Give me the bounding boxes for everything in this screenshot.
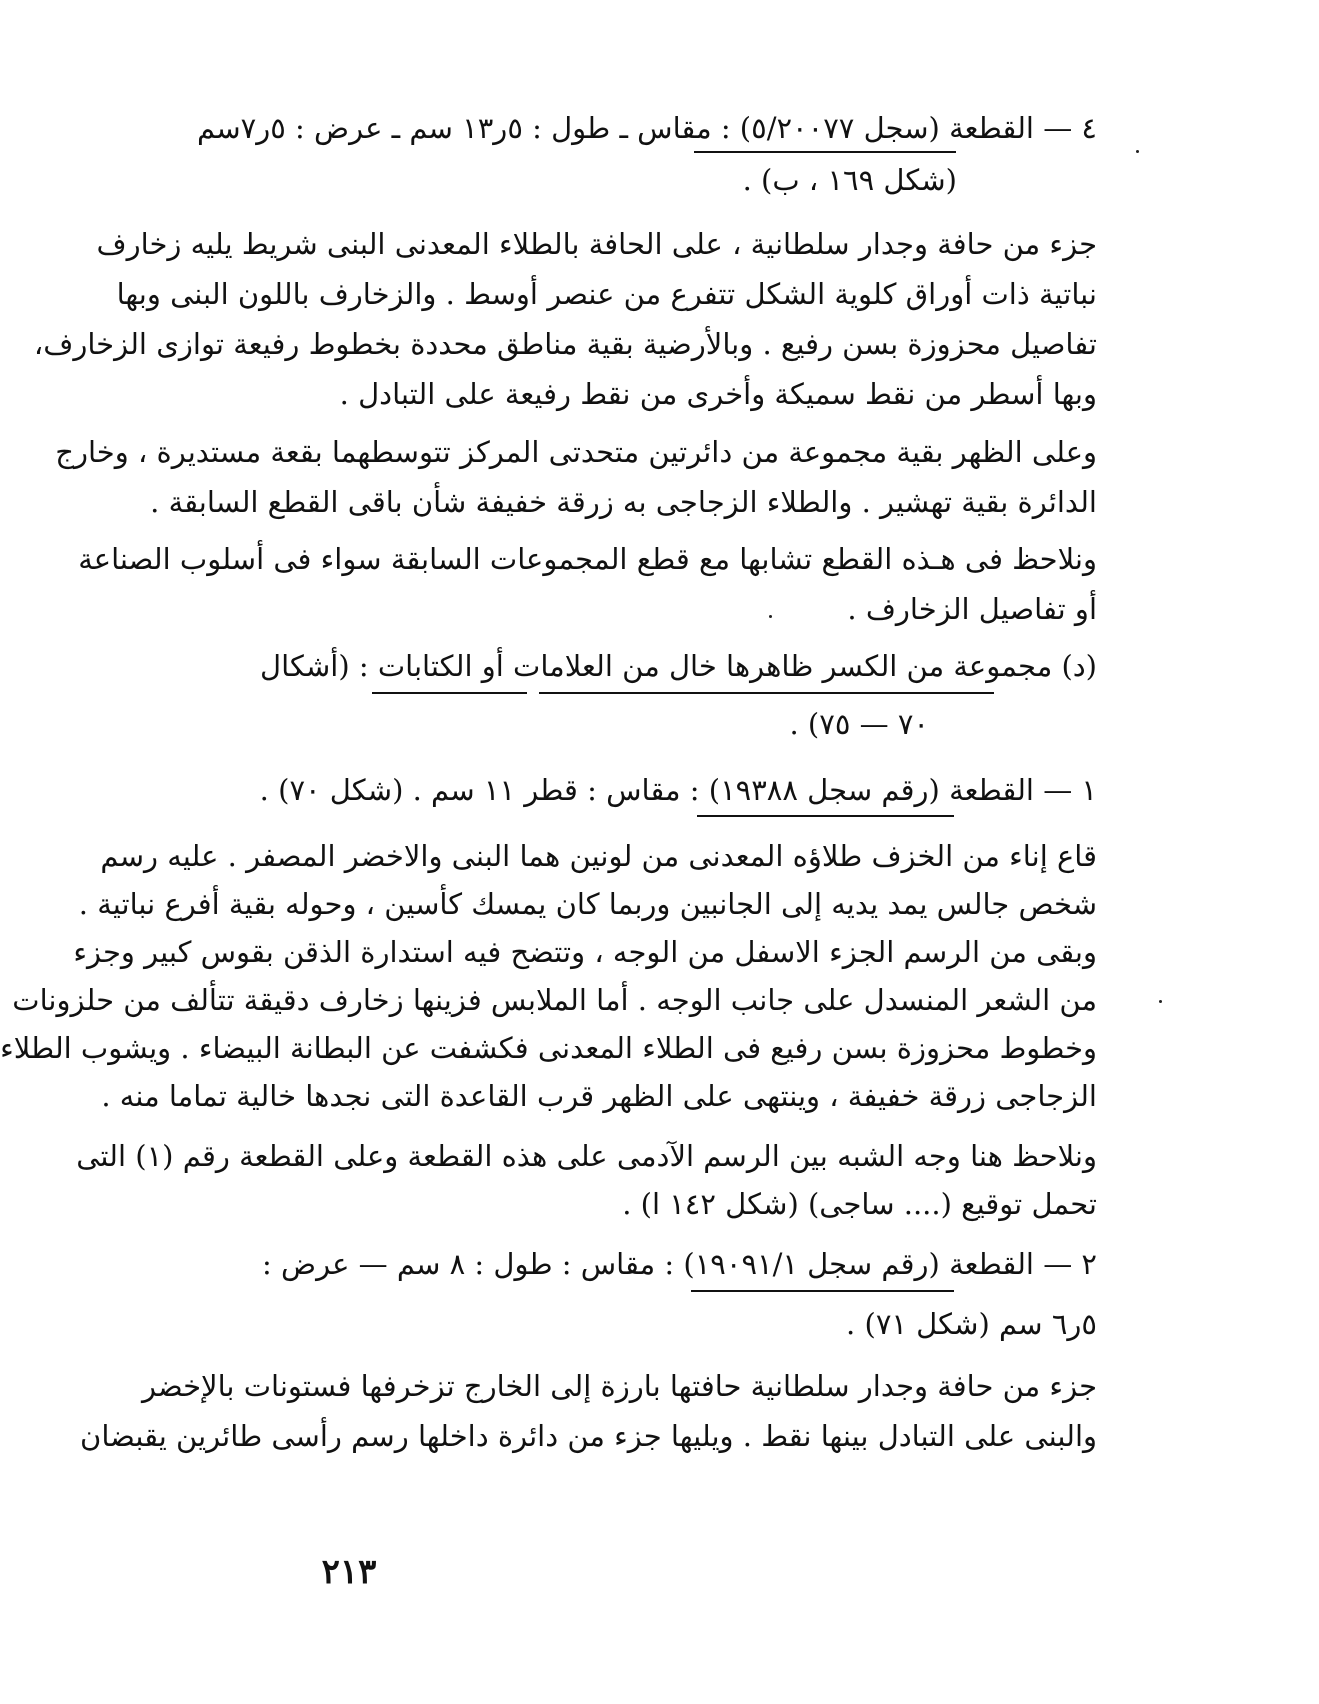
group-d-underline-right [539, 692, 994, 694]
paragraph-4-line-4: من الشعر المنسدل على جانب الوجه . أما الملابس فزينها زخارف دقيقة تتألف من حلزونات [12, 983, 1097, 1017]
group-d-heading: (د) مجموعة من الكسر ظاهرها خال من العلامات أو الكتابات : (أشكال [260, 649, 1097, 683]
scan-speck [769, 615, 772, 618]
page-number: ٢١٣ [321, 1552, 377, 1592]
paragraph-1-line-2: نباتية ذات أوراق كلوية الشكل تتفرع من عنصر أوسط . والزخارف باللون البنى وبها [116, 277, 1097, 311]
paragraph-6-line-2: والبنى على التبادل بينها نقط . ويليها جزء من دائرة داخلها رسم رأسى طائرين يقبضان [80, 1419, 1097, 1453]
paragraph-6-line-1: جزء من حافة وجدار سلطانية حافتها بارزة إلى الخارج تزخرفها فستونات بالإخضر [141, 1369, 1097, 1403]
paragraph-3-line-2: أو تفاصيل الزخارف . [847, 592, 1097, 626]
scan-speck [1136, 150, 1139, 153]
paragraph-1-line-4: وبها أسطر من نقط سميكة وأخرى من نقط رفيعة على التبادل . [339, 377, 1097, 411]
paragraph-2-line-1: وعلى الظهر بقية مجموعة من دائرتين متحدتى المركز تتوسطهما بقعة مستديرة ، وخارج [55, 435, 1097, 469]
entry-4-underline [694, 151, 956, 153]
entry-2-dimension: ٥ر٦ سم (شكل ٧١) . [846, 1307, 1097, 1341]
paragraph-3-line-1: ونلاحظ فى هـذه القطع تشابها مع قطع المجموعات السابقة سواء فى أسلوب الصناعة [78, 542, 1097, 576]
paragraph-4-line-2: شخص جالس يمد يديه إلى الجانبين وربما كان يمسك كأسين ، وحوله بقية أفرع نباتية . [78, 887, 1097, 921]
entry-4-figure-ref: (شكل ١٦٩ ، ب) . [742, 163, 957, 197]
entry-2-heading: ٢ — القطعة (رقم سجل ١٩٠٩١/١) : مقاس : طول : ٨ سم — عرض : [262, 1247, 1097, 1281]
paragraph-4-line-3: وبقى من الرسم الجزء الاسفل من الوجه ، وتتضح فيه استدارة الذقن بقوس كبير وجزء [73, 935, 1097, 969]
paragraph-5-line-2: تحمل توقيع (.... ساجى) (شكل ١٤٢ ا) . [622, 1187, 1097, 1221]
paragraph-1-line-3: تفاصيل محزوزة بسن رفيع . وبالأرضية بقية مناطق محددة بخطوط رفيعة توازى الزخارف، [33, 327, 1097, 361]
paragraph-1-line-1: جزء من حافة وجدار سلطانية ، على الحافة بالطلاء المعدنى البنى شريط يليه زخارف [96, 227, 1097, 261]
scan-speck [1159, 1000, 1162, 1003]
entry-4-heading: ٤ — القطعة (سجل ٥/٢٠٠٧٧) : مقاس ـ طول : ٥ر١٣ سم ـ عرض : ٥ر٧سم [197, 111, 1097, 145]
paragraph-2-line-2: الدائرة بقية تهشير . والطلاء الزجاجى به زرقة خفيفة شأن باقى القطع السابقة . [150, 485, 1097, 519]
group-d-figure-range: ٧٠ — ٧٥) . [789, 707, 929, 741]
paragraph-5-line-1: ونلاحظ هنا وجه الشبه بين الرسم الآدمى على هذه القطعة وعلى القطعة رقم (١) التى [76, 1139, 1097, 1173]
group-d-underline-left [372, 692, 527, 694]
entry-2-underline [691, 1290, 954, 1292]
paragraph-4-line-5: وخطوط محزوزة بسن رفيع فى الطلاء المعدنى فكشفت عن البطانة البيضاء . ويشوب الطلاء [0, 1031, 1097, 1065]
paragraph-4-line-1: قاع إناء من الخزف طلاؤه المعدنى من لونين هما البنى والاخضر المصفر . عليه رسم [100, 839, 1097, 873]
entry-1-heading: ١ — القطعة (رقم سجل ١٩٣٨٨) : مقاس : قطر ١١ سم . (شكل ٧٠) . [259, 773, 1097, 807]
paragraph-4-line-6: الزجاجى زرقة خفيفة ، وينتهى على الظهر قرب القاعدة التى نجدها خالية تماما منه . [101, 1079, 1097, 1113]
entry-1-underline [697, 815, 954, 817]
